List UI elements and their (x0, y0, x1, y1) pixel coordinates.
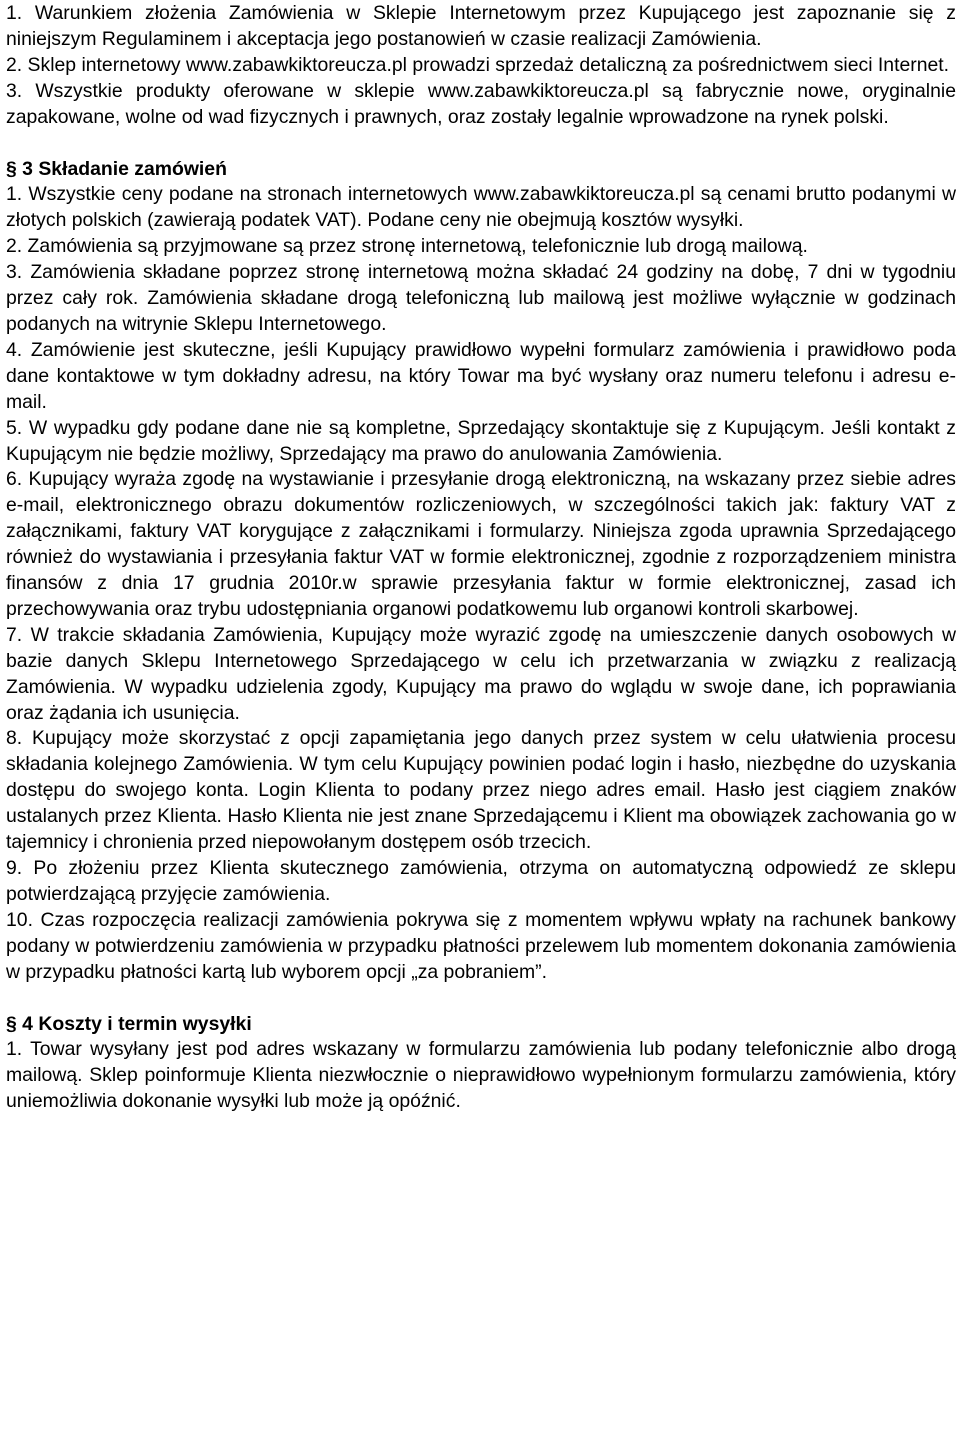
paragraph-3-6: 6. Kupujący wyraża zgodę na wystawianie i przesyłanie drogą elektroniczną, na wskazany przez siebie adres e-mail, elektronicznego obrazu dokumentów rozliczeniowych, w szczególności takich jak: faktury VAT z załącznikami, faktury VAT korygujące z załącznikami i formularzy. Niniejsza zgoda uprawnia Sprzedającego również do wystawiania i przesyłania faktur VAT w formie elektronicznej, zgodnie z rozporządzeniem ministra finansów z dnia 17 grudnia 2010r.w sprawie przesyłania faktur w formie elektronicznej, zasad ich przechowywania oraz trybu udostępniania organowi podatkowemu lub organowi kontroli skarbowej. (6, 468, 956, 620)
paragraph-2-3: 3. Wszystkie produkty oferowane w sklepie www.zabawkiktoreucza.pl są fabrycznie nowe, oryginalnie zapakowane, wolne od wad fizycznych i prawnych, oraz zostały legalnie wprowadzone na rynek polski. (6, 79, 956, 128)
paragraph-3-9: 9. Po złożeniu przez Klienta skutecznego zamówienia, otrzyma on automatyczną odpowiedź ze sklepu potwierdzającą przyjęcie zamówienia. (6, 857, 956, 905)
paragraph-3-2: 2. Zamówienia są przyjmowane są przez stronę internetową, telefonicznie lub drogą mailową. (6, 235, 808, 258)
paragraph-3-1: 1. Wszystkie ceny podane na stronach internetowych www.zabawkiktoreucza.pl są cenami brutto podanymi w złotych polskich (zawierają podatek VAT). Podane ceny nie obejmują kosztów wysyłki. (6, 183, 956, 232)
paragraph-3-3: 3. Zamówienia składane poprzez stronę internetową można składać 24 godziny na dobę, 7 dni w tygodniu przez cały rok. Zamówienia składane drogą telefoniczną lub mailową jest możliwe wyłącznie w godzinach podanych na witrynie Sklepu Internetowego. (6, 261, 956, 335)
section-3-heading: § 3 Składanie zamówień (6, 157, 227, 180)
paragraph-2-2: 2. Sklep internetowy www.zabawkiktoreucza.pl prowadzi sprzedaż detaliczną za pośrednictwem sieci Internet. (6, 53, 950, 76)
paragraph-3-8: 8. Kupujący może skorzystać z opcji zapamiętania jego danych przez system w celu ułatwienia procesu składania kolejnego Zamówienia. W tym celu Kupujący powinien podać login i hasło, niezbędne do uzyskania dostępu do swojego konta. Login Klienta to podany przez niego adres email. Hasło jest ciągiem znaków ustalanych przez Klienta. Hasło Klienta nie jest znane Sprzedającemu i Klient ma obowiązek zachowania go w tajemnicy i chronienia przed niepowołanym dostępem osób trzecich. (6, 727, 956, 854)
paragraph-3-4: 4. Zamówienie jest skuteczne, jeśli Kupujący prawidłowo wypełni formularz zamówienia i prawidłowo poda dane kontaktowe w tym dokładny adresu, na który Towar ma być wysłany oraz numeru telefonu i adresu e-mail. (6, 338, 956, 413)
paragraph-3-5: 5. W wypadku gdy podane dane nie są kompletne, Sprzedający skontaktuje się z Kupującym. Jeśli kontakt z Kupującym nie będzie możliwy, Sprzedający ma prawo do anulowania Zamówienia. (6, 416, 956, 465)
section-4-heading: § 4 Koszty i termin wysyłki (6, 1012, 252, 1035)
paragraph-2-1: 1. Warunkiem złożenia Zamówienia w Sklepie Internetowym przez Kupującego jest zapoznanie się z niniejszym Regulaminem i akceptacja jego postanowień w czasie realizacji Zamówienia. (6, 2, 956, 50)
paragraph-4-1: 1. Towar wysyłany jest pod adres wskazany w formularzu zamówienia lub podany telefonicznie albo drogą mailową. Sklep poinformuje Klienta niezwłocznie o nieprawidłowo wypełnionym formularzu zamówienia, który uniemożliwia dokonanie wysyłki lub może ją opóźnić. (6, 1038, 956, 1113)
paragraph-3-7: 7. W trakcie składania Zamówienia, Kupujący może wyrazić zgodę na umieszczenie danych osobowych w bazie danych Sklepu Internetowego Sprzedającego w celu ich przetwarzania w związku z realizacją Zamówienia. W wypadku udzielenia zgody, Kupujący ma prawo do wglądu w swoje dane, ich poprawiania oraz żądania ich usunięcia. (6, 623, 956, 724)
paragraph-3-10: 10. Czas rozpoczęcia realizacji zamówienia pokrywa się z momentem wpływu wpłaty na rachunek bankowy podany w potwierdzeniu zamówienia w przypadku płatności przelewem lub momentem dokonania zamówienia w przypadku płatności kartą lub wyborem opcji „za pobraniem”. (6, 908, 956, 983)
